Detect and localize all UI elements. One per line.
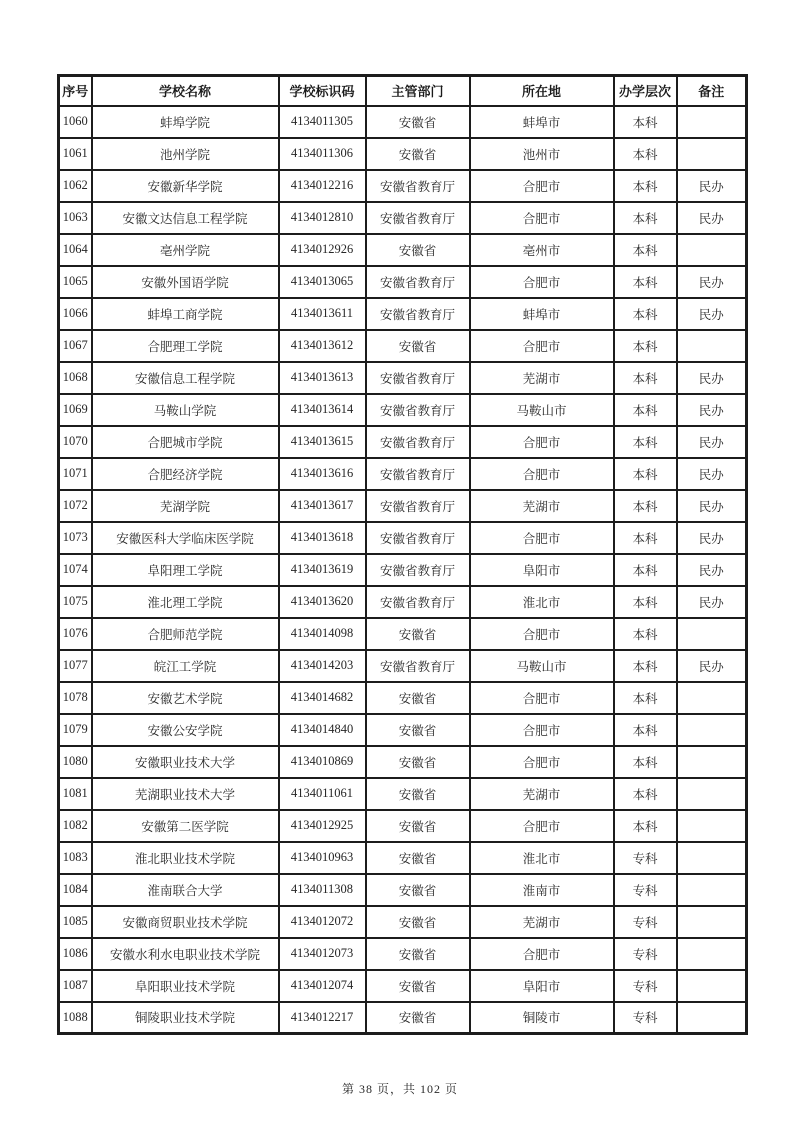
table-row	[59, 106, 747, 138]
cell-school-name: 淮北理工学院	[92, 586, 279, 618]
table-row	[59, 938, 747, 970]
cell-department: 安徽省	[366, 746, 470, 778]
cell-level: 本科	[614, 362, 677, 394]
cell-level: 本科	[614, 810, 677, 842]
cell-seq: 1066	[59, 298, 92, 330]
cell-school-name: 安徽公安学院	[92, 714, 279, 746]
cell-school-name: 安徽信息工程学院	[92, 362, 279, 394]
table-row	[59, 202, 747, 234]
cell-school-name: 池州学院	[92, 138, 279, 170]
cell-level: 专科	[614, 874, 677, 906]
table-row	[59, 906, 747, 938]
cell-department: 安徽省教育厅	[366, 490, 470, 522]
cell-remark	[677, 714, 747, 746]
cell-school-code: 4134013613	[279, 362, 366, 394]
cell-remark: 民办	[677, 554, 747, 586]
cell-seq: 1076	[59, 618, 92, 650]
cell-remark	[677, 682, 747, 714]
cell-department: 安徽省教育厅	[366, 522, 470, 554]
column-header-location: 所在地	[470, 76, 614, 106]
cell-remark: 民办	[677, 522, 747, 554]
cell-seq: 1062	[59, 170, 92, 202]
cell-school-code: 4134013617	[279, 490, 366, 522]
cell-location: 蚌埠市	[470, 298, 614, 330]
cell-school-code: 4134011305	[279, 106, 366, 138]
cell-level: 本科	[614, 266, 677, 298]
cell-level: 专科	[614, 1002, 677, 1034]
cell-location: 芜湖市	[470, 362, 614, 394]
cell-school-name: 铜陵职业技术学院	[92, 1002, 279, 1034]
column-header-remark: 备注	[677, 76, 747, 106]
cell-seq: 1078	[59, 682, 92, 714]
table-row	[59, 618, 747, 650]
cell-department: 安徽省教育厅	[366, 458, 470, 490]
cell-school-name: 皖江工学院	[92, 650, 279, 682]
cell-level: 本科	[614, 586, 677, 618]
cell-school-name: 阜阳理工学院	[92, 554, 279, 586]
cell-remark	[677, 330, 747, 362]
cell-location: 淮北市	[470, 586, 614, 618]
cell-school-code: 4134014098	[279, 618, 366, 650]
cell-level: 本科	[614, 618, 677, 650]
table-row	[59, 266, 747, 298]
cell-school-code: 4134014203	[279, 650, 366, 682]
cell-location: 铜陵市	[470, 1002, 614, 1034]
cell-location: 合肥市	[470, 266, 614, 298]
cell-remark	[677, 938, 747, 970]
cell-school-name: 合肥城市学院	[92, 426, 279, 458]
table-row	[59, 554, 747, 586]
cell-department: 安徽省	[366, 234, 470, 266]
table-row	[59, 394, 747, 426]
cell-level: 本科	[614, 394, 677, 426]
cell-location: 合肥市	[470, 714, 614, 746]
cell-seq: 1077	[59, 650, 92, 682]
cell-school-name: 安徽商贸职业技术学院	[92, 906, 279, 938]
cell-school-code: 4134010869	[279, 746, 366, 778]
cell-remark: 民办	[677, 298, 747, 330]
cell-remark: 民办	[677, 362, 747, 394]
cell-school-code: 4134013612	[279, 330, 366, 362]
cell-remark	[677, 618, 747, 650]
cell-seq: 1065	[59, 266, 92, 298]
cell-school-name: 合肥师范学院	[92, 618, 279, 650]
cell-department: 安徽省教育厅	[366, 394, 470, 426]
table-row	[59, 138, 747, 170]
cell-department: 安徽省	[366, 1002, 470, 1034]
cell-school-code: 4134010963	[279, 842, 366, 874]
table-header-row	[59, 76, 747, 106]
cell-level: 本科	[614, 682, 677, 714]
cell-remark	[677, 874, 747, 906]
cell-school-code: 4134012216	[279, 170, 366, 202]
table-row	[59, 874, 747, 906]
cell-department: 安徽省	[366, 330, 470, 362]
cell-school-name: 安徽第二医学院	[92, 810, 279, 842]
cell-remark: 民办	[677, 394, 747, 426]
cell-remark	[677, 970, 747, 1002]
table-row	[59, 970, 747, 1002]
cell-level: 本科	[614, 426, 677, 458]
table-row	[59, 810, 747, 842]
column-header-school-code: 学校标识码	[279, 76, 366, 106]
table-row	[59, 586, 747, 618]
cell-school-code: 4134012810	[279, 202, 366, 234]
table-row	[59, 746, 747, 778]
cell-school-code: 4134013618	[279, 522, 366, 554]
cell-school-name: 芜湖学院	[92, 490, 279, 522]
cell-location: 合肥市	[470, 458, 614, 490]
table-body	[59, 106, 747, 1034]
cell-school-code: 4134012074	[279, 970, 366, 1002]
cell-level: 本科	[614, 522, 677, 554]
cell-school-code: 4134012073	[279, 938, 366, 970]
table-row	[59, 650, 747, 682]
cell-department: 安徽省教育厅	[366, 586, 470, 618]
table-row	[59, 170, 747, 202]
table-row	[59, 426, 747, 458]
cell-school-code: 4134012925	[279, 810, 366, 842]
table-row	[59, 362, 747, 394]
table-row	[59, 714, 747, 746]
cell-level: 本科	[614, 202, 677, 234]
cell-seq: 1083	[59, 842, 92, 874]
cell-remark	[677, 234, 747, 266]
cell-remark	[677, 906, 747, 938]
cell-department: 安徽省教育厅	[366, 266, 470, 298]
cell-school-name: 蚌埠学院	[92, 106, 279, 138]
cell-seq: 1075	[59, 586, 92, 618]
cell-level: 本科	[614, 746, 677, 778]
cell-seq: 1084	[59, 874, 92, 906]
page-number-footer: 第 38 页，共 102 页	[341, 1082, 458, 1096]
cell-remark: 民办	[677, 586, 747, 618]
cell-level: 本科	[614, 458, 677, 490]
cell-location: 亳州市	[470, 234, 614, 266]
cell-department: 安徽省教育厅	[366, 554, 470, 586]
cell-seq: 1087	[59, 970, 92, 1002]
cell-remark	[677, 778, 747, 810]
cell-department: 安徽省教育厅	[366, 170, 470, 202]
cell-location: 合肥市	[470, 522, 614, 554]
cell-seq: 1086	[59, 938, 92, 970]
cell-remark: 民办	[677, 170, 747, 202]
cell-location: 合肥市	[470, 746, 614, 778]
cell-level: 专科	[614, 906, 677, 938]
table-row	[59, 522, 747, 554]
cell-department: 安徽省	[366, 138, 470, 170]
cell-department: 安徽省	[366, 618, 470, 650]
cell-school-name: 安徽外国语学院	[92, 266, 279, 298]
cell-level: 本科	[614, 714, 677, 746]
cell-remark	[677, 746, 747, 778]
cell-level: 本科	[614, 170, 677, 202]
cell-school-name: 安徽文达信息工程学院	[92, 202, 279, 234]
column-header-level: 办学层次	[614, 76, 677, 106]
cell-level: 专科	[614, 842, 677, 874]
schools-table	[57, 74, 748, 1035]
cell-remark	[677, 1002, 747, 1034]
column-header-seq: 序号	[59, 76, 92, 106]
cell-school-name: 阜阳职业技术学院	[92, 970, 279, 1002]
cell-location: 马鞍山市	[470, 394, 614, 426]
cell-location: 池州市	[470, 138, 614, 170]
cell-school-code: 4134013614	[279, 394, 366, 426]
cell-location: 合肥市	[470, 618, 614, 650]
table-row	[59, 234, 747, 266]
cell-department: 安徽省教育厅	[366, 202, 470, 234]
table-row	[59, 842, 747, 874]
cell-school-code: 4134012217	[279, 1002, 366, 1034]
cell-seq: 1074	[59, 554, 92, 586]
cell-school-name: 合肥理工学院	[92, 330, 279, 362]
cell-department: 安徽省	[366, 970, 470, 1002]
cell-remark	[677, 106, 747, 138]
cell-seq: 1063	[59, 202, 92, 234]
cell-seq: 1071	[59, 458, 92, 490]
cell-location: 合肥市	[470, 330, 614, 362]
cell-remark	[677, 842, 747, 874]
cell-seq: 1088	[59, 1002, 92, 1034]
cell-remark: 民办	[677, 426, 747, 458]
cell-location: 芜湖市	[470, 490, 614, 522]
table-row	[59, 1002, 747, 1034]
cell-location: 芜湖市	[470, 906, 614, 938]
cell-seq: 1082	[59, 810, 92, 842]
cell-school-name: 淮北职业技术学院	[92, 842, 279, 874]
cell-school-name: 亳州学院	[92, 234, 279, 266]
cell-school-code: 4134012072	[279, 906, 366, 938]
cell-school-name: 合肥经济学院	[92, 458, 279, 490]
cell-seq: 1069	[59, 394, 92, 426]
cell-seq: 1080	[59, 746, 92, 778]
cell-remark	[677, 810, 747, 842]
cell-school-code: 4134013620	[279, 586, 366, 618]
cell-seq: 1068	[59, 362, 92, 394]
cell-seq: 1081	[59, 778, 92, 810]
cell-seq: 1072	[59, 490, 92, 522]
cell-department: 安徽省教育厅	[366, 298, 470, 330]
cell-remark: 民办	[677, 266, 747, 298]
cell-department: 安徽省教育厅	[366, 650, 470, 682]
cell-school-code: 4134013616	[279, 458, 366, 490]
cell-school-code: 4134014840	[279, 714, 366, 746]
cell-department: 安徽省	[366, 842, 470, 874]
cell-remark: 民办	[677, 490, 747, 522]
cell-department: 安徽省教育厅	[366, 426, 470, 458]
cell-seq: 1064	[59, 234, 92, 266]
cell-location: 合肥市	[470, 682, 614, 714]
cell-school-name: 安徽新华学院	[92, 170, 279, 202]
cell-remark: 民办	[677, 650, 747, 682]
cell-school-code: 4134013619	[279, 554, 366, 586]
cell-school-code: 4134014682	[279, 682, 366, 714]
cell-seq: 1085	[59, 906, 92, 938]
cell-level: 本科	[614, 650, 677, 682]
cell-school-code: 4134013065	[279, 266, 366, 298]
table-row	[59, 330, 747, 362]
table-row	[59, 778, 747, 810]
cell-department: 安徽省	[366, 714, 470, 746]
cell-seq: 1067	[59, 330, 92, 362]
cell-location: 合肥市	[470, 202, 614, 234]
cell-seq: 1079	[59, 714, 92, 746]
cell-level: 专科	[614, 938, 677, 970]
cell-department: 安徽省	[366, 106, 470, 138]
cell-location: 淮北市	[470, 842, 614, 874]
cell-department: 安徽省	[366, 810, 470, 842]
cell-school-name: 安徽医科大学临床医学院	[92, 522, 279, 554]
cell-location: 淮南市	[470, 874, 614, 906]
cell-location: 马鞍山市	[470, 650, 614, 682]
cell-level: 本科	[614, 298, 677, 330]
cell-department: 安徽省教育厅	[366, 362, 470, 394]
cell-level: 本科	[614, 490, 677, 522]
cell-department: 安徽省	[366, 778, 470, 810]
cell-location: 阜阳市	[470, 970, 614, 1002]
cell-department: 安徽省	[366, 682, 470, 714]
cell-level: 本科	[614, 330, 677, 362]
column-header-school-name: 学校名称	[92, 76, 279, 106]
cell-school-name: 安徽水利水电职业技术学院	[92, 938, 279, 970]
cell-level: 本科	[614, 554, 677, 586]
cell-level: 专科	[614, 970, 677, 1002]
cell-school-name: 安徽职业技术大学	[92, 746, 279, 778]
cell-school-code: 4134012926	[279, 234, 366, 266]
cell-school-name: 淮南联合大学	[92, 874, 279, 906]
cell-school-name: 芜湖职业技术大学	[92, 778, 279, 810]
table-row	[59, 682, 747, 714]
cell-school-code: 4134013611	[279, 298, 366, 330]
column-header-department: 主管部门	[366, 76, 470, 106]
cell-location: 阜阳市	[470, 554, 614, 586]
cell-level: 本科	[614, 778, 677, 810]
table-row	[59, 458, 747, 490]
cell-department: 安徽省	[366, 938, 470, 970]
cell-remark	[677, 138, 747, 170]
cell-location: 蚌埠市	[470, 106, 614, 138]
table-row	[59, 298, 747, 330]
table-row	[59, 490, 747, 522]
cell-location: 合肥市	[470, 938, 614, 970]
cell-location: 合肥市	[470, 170, 614, 202]
cell-school-code: 4134011308	[279, 874, 366, 906]
cell-school-name: 蚌埠工商学院	[92, 298, 279, 330]
cell-department: 安徽省	[366, 874, 470, 906]
cell-seq: 1070	[59, 426, 92, 458]
cell-school-name: 安徽艺术学院	[92, 682, 279, 714]
cell-location: 合肥市	[470, 426, 614, 458]
cell-location: 合肥市	[470, 810, 614, 842]
cell-location: 芜湖市	[470, 778, 614, 810]
cell-remark: 民办	[677, 458, 747, 490]
cell-school-name: 马鞍山学院	[92, 394, 279, 426]
cell-school-code: 4134013615	[279, 426, 366, 458]
cell-level: 本科	[614, 234, 677, 266]
cell-seq: 1073	[59, 522, 92, 554]
cell-seq: 1061	[59, 138, 92, 170]
cell-level: 本科	[614, 138, 677, 170]
cell-school-code: 4134011061	[279, 778, 366, 810]
cell-department: 安徽省	[366, 906, 470, 938]
cell-level: 本科	[614, 106, 677, 138]
cell-seq: 1060	[59, 106, 92, 138]
cell-remark: 民办	[677, 202, 747, 234]
cell-school-code: 4134011306	[279, 138, 366, 170]
